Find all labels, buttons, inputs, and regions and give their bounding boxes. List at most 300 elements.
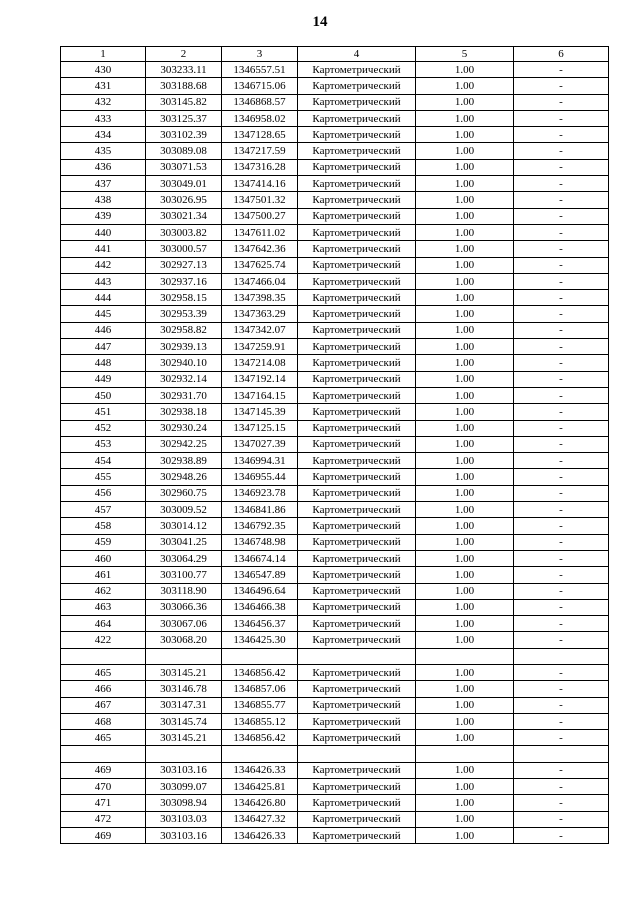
x-coordinate-cell: 303188.68	[146, 78, 222, 94]
description-cell: -	[514, 159, 609, 175]
accuracy-cell: 1.00	[416, 664, 514, 680]
x-coordinate-cell: 303098.94	[146, 795, 222, 811]
point-number-cell: 471	[61, 795, 146, 811]
accuracy-cell	[416, 648, 514, 664]
method-cell: Картометрический	[298, 664, 416, 680]
accuracy-cell: 1.00	[416, 779, 514, 795]
description-cell: -	[514, 127, 609, 143]
point-number-cell: 431	[61, 78, 146, 94]
description-cell: -	[514, 306, 609, 322]
x-coordinate-cell: 302938.18	[146, 404, 222, 420]
accuracy-cell: 1.00	[416, 339, 514, 355]
method-cell: Картометрический	[298, 518, 416, 534]
point-number-cell: 448	[61, 355, 146, 371]
accuracy-cell: 1.00	[416, 224, 514, 240]
description-cell: -	[514, 779, 609, 795]
description-cell: -	[514, 224, 609, 240]
x-coordinate-cell: 303009.52	[146, 502, 222, 518]
x-coordinate-cell: 303014.12	[146, 518, 222, 534]
point-number-cell: 461	[61, 567, 146, 583]
description-cell: -	[514, 534, 609, 550]
method-cell: Картометрический	[298, 599, 416, 615]
x-coordinate-cell: 303089.08	[146, 143, 222, 159]
description-cell: -	[514, 241, 609, 257]
x-coordinate-cell: 303145.82	[146, 94, 222, 110]
point-number-cell: 436	[61, 159, 146, 175]
table-row	[61, 469, 609, 485]
y-coordinate-cell: 1347625.74	[222, 257, 298, 273]
method-cell: Картометрический	[298, 567, 416, 583]
description-cell: -	[514, 469, 609, 485]
x-coordinate-cell: 302939.13	[146, 339, 222, 355]
method-cell: Картометрический	[298, 404, 416, 420]
y-coordinate-cell: 1347363.29	[222, 306, 298, 322]
accuracy-cell: 1.00	[416, 795, 514, 811]
x-coordinate-cell	[146, 746, 222, 762]
y-coordinate-cell: 1346425.30	[222, 632, 298, 648]
x-coordinate-cell: 303000.57	[146, 241, 222, 257]
description-cell	[514, 746, 609, 762]
y-coordinate-cell: 1347342.07	[222, 322, 298, 338]
accuracy-cell: 1.00	[416, 257, 514, 273]
table-row	[61, 159, 609, 175]
point-number-cell: 454	[61, 453, 146, 469]
method-cell: Картометрический	[298, 502, 416, 518]
table-row	[61, 453, 609, 469]
y-coordinate-cell: 1346855.77	[222, 697, 298, 713]
accuracy-cell: 1.00	[416, 290, 514, 306]
point-number-cell: 441	[61, 241, 146, 257]
table-row	[61, 681, 609, 697]
accuracy-cell: 1.00	[416, 127, 514, 143]
description-cell: -	[514, 62, 609, 78]
method-cell: Картометрический	[298, 241, 416, 257]
accuracy-cell: 1.00	[416, 713, 514, 729]
point-number-cell: 465	[61, 664, 146, 680]
y-coordinate-cell: 1347128.65	[222, 127, 298, 143]
description-cell: -	[514, 387, 609, 403]
method-cell: Картометрический	[298, 257, 416, 273]
point-number-cell: 455	[61, 469, 146, 485]
point-number-cell: 463	[61, 599, 146, 615]
x-coordinate-cell: 303103.03	[146, 811, 222, 827]
x-coordinate-cell: 303147.31	[146, 697, 222, 713]
x-coordinate-cell: 302958.82	[146, 322, 222, 338]
method-cell: Картометрический	[298, 94, 416, 110]
accuracy-cell: 1.00	[416, 241, 514, 257]
y-coordinate-cell: 1346456.37	[222, 616, 298, 632]
description-cell: -	[514, 257, 609, 273]
table-header-row	[61, 47, 609, 62]
point-number-cell: 432	[61, 94, 146, 110]
y-coordinate-cell: 1346856.42	[222, 664, 298, 680]
table-row	[61, 762, 609, 778]
table-row	[61, 143, 609, 159]
method-cell: Картометрический	[298, 485, 416, 501]
x-coordinate-cell: 302937.16	[146, 273, 222, 289]
table-row	[61, 306, 609, 322]
description-cell: -	[514, 404, 609, 420]
y-coordinate-cell: 1347259.91	[222, 339, 298, 355]
y-coordinate-cell: 1346496.64	[222, 583, 298, 599]
accuracy-cell: 1.00	[416, 143, 514, 159]
description-cell: -	[514, 502, 609, 518]
x-coordinate-cell: 303071.53	[146, 159, 222, 175]
method-cell: Картометрический	[298, 355, 416, 371]
y-coordinate-cell: 1347611.02	[222, 224, 298, 240]
method-cell: Картометрический	[298, 713, 416, 729]
accuracy-cell: 1.00	[416, 62, 514, 78]
y-coordinate-cell: 1347414.16	[222, 176, 298, 192]
method-cell: Картометрический	[298, 681, 416, 697]
header-cell-1: 1	[61, 47, 146, 62]
x-coordinate-cell: 303099.07	[146, 779, 222, 795]
description-cell: -	[514, 664, 609, 680]
x-coordinate-cell: 303026.95	[146, 192, 222, 208]
table-row	[61, 795, 609, 811]
accuracy-cell: 1.00	[416, 583, 514, 599]
method-cell: Картометрический	[298, 62, 416, 78]
method-cell: Картометрический	[298, 176, 416, 192]
point-number-cell: 445	[61, 306, 146, 322]
point-number-cell: 451	[61, 404, 146, 420]
y-coordinate-cell: 1346425.81	[222, 779, 298, 795]
point-number-cell: 446	[61, 322, 146, 338]
y-coordinate-cell: 1346426.80	[222, 795, 298, 811]
point-number-cell: 465	[61, 730, 146, 746]
y-coordinate-cell: 1346994.31	[222, 453, 298, 469]
method-cell: Картометрический	[298, 550, 416, 566]
x-coordinate-cell: 303041.25	[146, 534, 222, 550]
x-coordinate-cell: 303003.82	[146, 224, 222, 240]
description-cell: -	[514, 453, 609, 469]
method-cell: Картометрический	[298, 697, 416, 713]
method-cell: Картометрический	[298, 762, 416, 778]
x-coordinate-cell: 303125.37	[146, 110, 222, 126]
table-row	[61, 257, 609, 273]
y-coordinate-cell: 1346923.78	[222, 485, 298, 501]
point-number-cell: 433	[61, 110, 146, 126]
method-cell: Картометрический	[298, 795, 416, 811]
description-cell: -	[514, 420, 609, 436]
point-number-cell: 452	[61, 420, 146, 436]
method-cell: Картометрический	[298, 143, 416, 159]
table-row	[61, 616, 609, 632]
description-cell: -	[514, 208, 609, 224]
x-coordinate-cell	[146, 648, 222, 664]
table-row	[61, 176, 609, 192]
point-number-cell: 459	[61, 534, 146, 550]
accuracy-cell: 1.00	[416, 534, 514, 550]
table-row	[61, 779, 609, 795]
y-coordinate-cell: 1347214.08	[222, 355, 298, 371]
y-coordinate-cell: 1346427.32	[222, 811, 298, 827]
x-coordinate-cell: 303100.77	[146, 567, 222, 583]
y-coordinate-cell: 1347398.35	[222, 290, 298, 306]
method-cell: Картометрический	[298, 290, 416, 306]
description-cell: -	[514, 176, 609, 192]
point-number-cell: 467	[61, 697, 146, 713]
method-cell: Картометрический	[298, 306, 416, 322]
table-row	[61, 78, 609, 94]
table-row	[61, 550, 609, 566]
description-cell: -	[514, 485, 609, 501]
y-coordinate-cell: 1346426.33	[222, 762, 298, 778]
header-cell-6: 6	[514, 47, 609, 62]
accuracy-cell: 1.00	[416, 681, 514, 697]
description-cell: -	[514, 78, 609, 94]
x-coordinate-cell: 302927.13	[146, 257, 222, 273]
y-coordinate-cell: 1346856.42	[222, 730, 298, 746]
accuracy-cell: 1.00	[416, 94, 514, 110]
accuracy-cell	[416, 746, 514, 762]
method-cell: Картометрический	[298, 827, 416, 843]
description-cell: -	[514, 273, 609, 289]
page-number: 14	[312, 14, 328, 30]
method-cell: Картометрический	[298, 322, 416, 338]
header-cell-4: 4	[298, 47, 416, 62]
method-cell: Картометрический	[298, 78, 416, 94]
header-cell-2: 2	[146, 47, 222, 62]
point-number-cell: 464	[61, 616, 146, 632]
table-row	[61, 697, 609, 713]
table-row	[61, 339, 609, 355]
table-row	[61, 322, 609, 338]
header-cell-3: 3	[222, 47, 298, 62]
x-coordinate-cell: 303066.36	[146, 599, 222, 615]
description-cell: -	[514, 110, 609, 126]
accuracy-cell: 1.00	[416, 550, 514, 566]
table-row	[61, 632, 609, 648]
description-cell: -	[514, 290, 609, 306]
point-number-cell: 422	[61, 632, 146, 648]
accuracy-cell: 1.00	[416, 306, 514, 322]
point-number-cell: 468	[61, 713, 146, 729]
accuracy-cell: 1.00	[416, 371, 514, 387]
x-coordinate-cell: 302932.14	[146, 371, 222, 387]
table-row	[61, 208, 609, 224]
point-number-cell: 440	[61, 224, 146, 240]
method-cell: Картометрический	[298, 127, 416, 143]
method-cell: Картометрический	[298, 436, 416, 452]
x-coordinate-cell: 302938.89	[146, 453, 222, 469]
description-cell: -	[514, 583, 609, 599]
table-row	[61, 371, 609, 387]
point-number-cell: 449	[61, 371, 146, 387]
accuracy-cell: 1.00	[416, 518, 514, 534]
accuracy-cell: 1.00	[416, 762, 514, 778]
method-cell	[298, 746, 416, 762]
y-coordinate-cell: 1346715.06	[222, 78, 298, 94]
point-number-cell: 439	[61, 208, 146, 224]
method-cell: Картометрический	[298, 224, 416, 240]
accuracy-cell: 1.00	[416, 78, 514, 94]
y-coordinate-cell: 1347642.36	[222, 241, 298, 257]
method-cell: Картометрический	[298, 159, 416, 175]
point-number-cell: 456	[61, 485, 146, 501]
table-row	[61, 94, 609, 110]
x-coordinate-cell: 303145.21	[146, 664, 222, 680]
description-cell: -	[514, 762, 609, 778]
point-number-cell: 443	[61, 273, 146, 289]
table-row	[61, 811, 609, 827]
y-coordinate-cell: 1347192.14	[222, 371, 298, 387]
method-cell: Картометрический	[298, 273, 416, 289]
y-coordinate-cell: 1346748.98	[222, 534, 298, 550]
accuracy-cell: 1.00	[416, 811, 514, 827]
x-coordinate-cell: 303103.16	[146, 762, 222, 778]
description-cell: -	[514, 697, 609, 713]
description-cell: -	[514, 730, 609, 746]
point-number-cell: 434	[61, 127, 146, 143]
point-number-cell	[61, 746, 146, 762]
x-coordinate-cell: 302940.10	[146, 355, 222, 371]
method-cell: Картометрический	[298, 616, 416, 632]
method-cell: Картометрический	[298, 387, 416, 403]
method-cell: Картометрический	[298, 632, 416, 648]
y-coordinate-cell: 1346426.33	[222, 827, 298, 843]
y-coordinate-cell: 1346857.06	[222, 681, 298, 697]
point-number-cell: 447	[61, 339, 146, 355]
table-row	[61, 827, 609, 843]
y-coordinate-cell: 1347145.39	[222, 404, 298, 420]
description-cell: -	[514, 795, 609, 811]
point-number-cell: 442	[61, 257, 146, 273]
point-number-cell: 437	[61, 176, 146, 192]
table-row	[61, 355, 609, 371]
y-coordinate-cell: 1347125.15	[222, 420, 298, 436]
table-row	[61, 290, 609, 306]
table-row	[61, 404, 609, 420]
point-number-cell: 466	[61, 681, 146, 697]
point-number-cell	[61, 648, 146, 664]
accuracy-cell: 1.00	[416, 469, 514, 485]
description-cell: -	[514, 339, 609, 355]
table-row	[61, 648, 609, 664]
y-coordinate-cell: 1347217.59	[222, 143, 298, 159]
table-row	[61, 241, 609, 257]
table-row	[61, 436, 609, 452]
header-cell-5: 5	[416, 47, 514, 62]
description-cell: -	[514, 518, 609, 534]
accuracy-cell: 1.00	[416, 208, 514, 224]
point-number-cell: 450	[61, 387, 146, 403]
y-coordinate-cell	[222, 746, 298, 762]
y-coordinate-cell: 1347164.15	[222, 387, 298, 403]
accuracy-cell: 1.00	[416, 616, 514, 632]
x-coordinate-cell: 303146.78	[146, 681, 222, 697]
x-coordinate-cell: 303145.21	[146, 730, 222, 746]
point-number-cell: 430	[61, 62, 146, 78]
y-coordinate-cell: 1347027.39	[222, 436, 298, 452]
method-cell: Картометрический	[298, 779, 416, 795]
table-row	[61, 518, 609, 534]
y-coordinate-cell: 1346547.89	[222, 567, 298, 583]
method-cell	[298, 648, 416, 664]
x-coordinate-cell: 303021.34	[146, 208, 222, 224]
table-row	[61, 730, 609, 746]
description-cell: -	[514, 616, 609, 632]
y-coordinate-cell: 1346841.86	[222, 502, 298, 518]
point-number-cell: 472	[61, 811, 146, 827]
method-cell: Картометрический	[298, 371, 416, 387]
accuracy-cell: 1.00	[416, 404, 514, 420]
x-coordinate-cell: 302931.70	[146, 387, 222, 403]
description-cell: -	[514, 681, 609, 697]
table-row	[61, 583, 609, 599]
description-cell: -	[514, 355, 609, 371]
table-row	[61, 567, 609, 583]
table-row	[61, 224, 609, 240]
description-cell: -	[514, 192, 609, 208]
x-coordinate-cell: 303103.16	[146, 827, 222, 843]
x-coordinate-cell: 302960.75	[146, 485, 222, 501]
method-cell: Картометрический	[298, 811, 416, 827]
method-cell: Картометрический	[298, 583, 416, 599]
y-coordinate-cell: 1346557.51	[222, 62, 298, 78]
description-cell: -	[514, 550, 609, 566]
accuracy-cell: 1.00	[416, 273, 514, 289]
accuracy-cell: 1.00	[416, 159, 514, 175]
description-cell: -	[514, 436, 609, 452]
accuracy-cell: 1.00	[416, 697, 514, 713]
point-number-cell: 462	[61, 583, 146, 599]
y-coordinate-cell: 1346868.57	[222, 94, 298, 110]
accuracy-cell: 1.00	[416, 632, 514, 648]
table-row	[61, 420, 609, 436]
method-cell: Картометрический	[298, 420, 416, 436]
table-row	[61, 746, 609, 762]
y-coordinate-cell: 1346674.14	[222, 550, 298, 566]
accuracy-cell: 1.00	[416, 453, 514, 469]
method-cell: Картометрический	[298, 339, 416, 355]
y-coordinate-cell: 1346855.12	[222, 713, 298, 729]
point-number-cell: 453	[61, 436, 146, 452]
x-coordinate-cell: 303064.29	[146, 550, 222, 566]
table-row	[61, 485, 609, 501]
description-cell: -	[514, 322, 609, 338]
y-coordinate-cell: 1346955.44	[222, 469, 298, 485]
table-row	[61, 62, 609, 78]
accuracy-cell: 1.00	[416, 192, 514, 208]
point-number-cell: 460	[61, 550, 146, 566]
x-coordinate-cell: 303233.11	[146, 62, 222, 78]
method-cell: Картометрический	[298, 534, 416, 550]
table-row	[61, 127, 609, 143]
point-number-cell: 469	[61, 762, 146, 778]
point-number-cell: 435	[61, 143, 146, 159]
point-number-cell: 469	[61, 827, 146, 843]
description-cell: -	[514, 94, 609, 110]
x-coordinate-cell: 303145.74	[146, 713, 222, 729]
table-row	[61, 273, 609, 289]
method-cell: Картометрический	[298, 208, 416, 224]
accuracy-cell: 1.00	[416, 599, 514, 615]
accuracy-cell: 1.00	[416, 110, 514, 126]
table-row	[61, 713, 609, 729]
table-row	[61, 110, 609, 126]
accuracy-cell: 1.00	[416, 502, 514, 518]
x-coordinate-cell: 302958.15	[146, 290, 222, 306]
y-coordinate-cell: 1347466.04	[222, 273, 298, 289]
x-coordinate-cell: 303118.90	[146, 583, 222, 599]
y-coordinate-cell: 1346466.38	[222, 599, 298, 615]
accuracy-cell: 1.00	[416, 176, 514, 192]
y-coordinate-cell: 1347316.28	[222, 159, 298, 175]
x-coordinate-cell: 303049.01	[146, 176, 222, 192]
accuracy-cell: 1.00	[416, 322, 514, 338]
point-number-cell: 438	[61, 192, 146, 208]
